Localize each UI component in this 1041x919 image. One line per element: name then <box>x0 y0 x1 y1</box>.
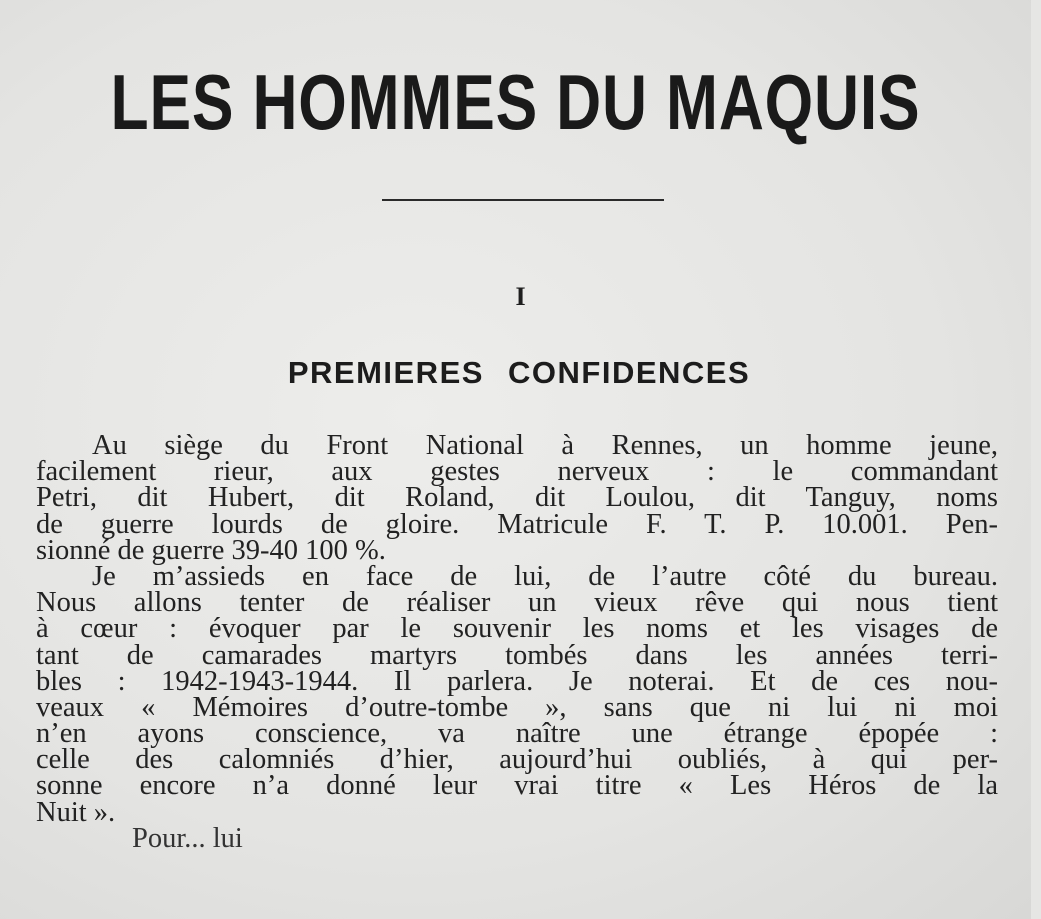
text-line: Petri, dit Hubert, dit Roland, dit Loulou, dit Tanguy, noms <box>36 482 998 514</box>
book-title: LES HOMMES DU MAQUIS <box>110 58 921 146</box>
text-line: facilement rieur, aux gestes nerveux : le commandant <box>36 456 998 488</box>
text-line: sionné de guerre 39-40 100 %. <box>36 534 386 566</box>
text-line: sonne encore n’a donné leur vrai titre « Les Héros de la <box>36 770 998 802</box>
text-line-cut-off: Pour... lui <box>132 822 243 854</box>
text-line: Au siège du Front National à Rennes, un homme jeune, <box>92 430 998 461</box>
text-line: veaux « Mémoires d’outre-tombe », sans que ni lui ni moi <box>36 691 998 723</box>
text-line: bles : 1942-1943-1944. Il parlera. Je noterai. Et de ces nou- <box>36 665 998 697</box>
body-text <box>36 430 998 854</box>
text-line: de guerre lourds de gloire. Matricule F. T. P. 10.001. Pen- <box>36 508 998 540</box>
text-line: n’en ayons conscience, va naître une étrange épopée : <box>36 718 998 750</box>
title-rule <box>382 199 664 201</box>
text-line: à cœur : évoquer par le souvenir les noms et les visages de <box>36 613 998 645</box>
chapter-number: I <box>515 282 526 311</box>
text-line: celle des calomniés d’hier, aujourd’hui oubliés, à qui per- <box>36 744 998 776</box>
text-line: Nous allons tenter de réaliser un vieux rêve qui nous tient <box>36 587 998 619</box>
text-line: Nuit ». <box>36 796 116 828</box>
text-line: Je m’assieds en face de lui, de l’autre côté du bureau. <box>92 560 998 592</box>
text-line: tant de camarades martyrs tombés dans les années terri- <box>36 639 998 671</box>
chapter-title: PREMIERES CONFIDENCES <box>287 355 751 390</box>
